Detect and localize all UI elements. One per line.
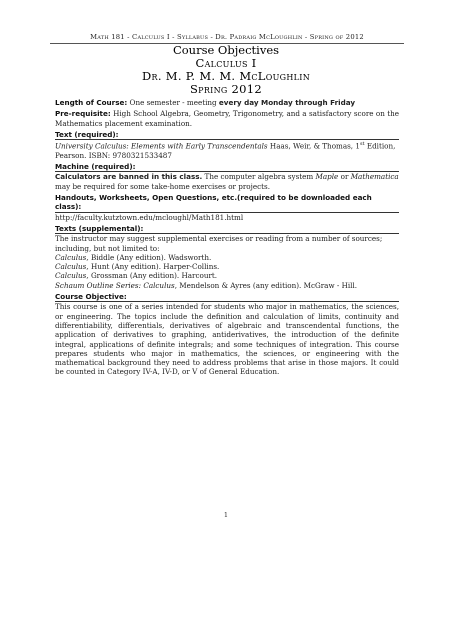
supp-item-rest: Biddle (Any edition). Wadsworth.	[90, 252, 212, 262]
supp-item	[55, 281, 399, 290]
supp-item-title: Schaum Outline Series: Calculus	[55, 280, 175, 290]
title-course: Calculus I	[195, 56, 257, 70]
page-number: 1	[223, 511, 229, 519]
book-title: University Calculus: Elements with Early Transcendentals	[55, 141, 268, 151]
title-instructor: Dr. M. P. M. M. McLoughlin	[141, 69, 310, 83]
supp-item-title: Calculus,	[55, 252, 89, 262]
machine-text	[55, 172, 399, 191]
mathematica-label: Mathematica	[350, 172, 399, 182]
machine-section	[55, 162, 399, 191]
edition-rest: Edition,	[366, 141, 396, 151]
supp-item-title: Calculus,	[55, 262, 89, 272]
texts-supp-heading: Texts (supplemental):	[55, 224, 399, 234]
supp-item-rest: Hunt (Any edition). Harper-Collins.	[90, 262, 220, 272]
title-main: Course Objectives	[172, 43, 280, 57]
machine-bold: Calculators are banned in this class.	[55, 172, 203, 182]
texts-supp-intro: The instructor may suggest supplemental exercises or reading from a number of sources; including, but not limited to:	[55, 234, 383, 253]
prerequisite	[55, 109, 399, 128]
length-of-course	[55, 98, 399, 107]
objective-text: This course is one of a series intended for students who major in mathematics, the sciences, or engineering. The topics include the definition and calculation of limits, continuity and differentiability, differentials, derivatives of algebraic and transcendental functions, the application of derivatives to graphing, antiderivatives, the introduction of the definite integral, applications of definite integrals; and some techniques of integration. This course prepares students who major in mathematics, the sciences, or engineering with the mathematical background they need to address problems that arise in those majors. It could be counted in Category IV-A, IV-D, or V of General Education.	[55, 302, 399, 377]
book-publisher: Pearson. ISBN: 978032153348​7	[55, 150, 172, 160]
content-body	[55, 98, 399, 379]
length-text: One semester - meeting	[129, 98, 217, 107]
supp-item-rest: Grossman (Any edition). Harcourt.	[90, 271, 218, 281]
handouts-url[interactable]: http://faculty.kutztown.edu/mcloughl/Math181.html	[55, 212, 244, 222]
book-authors: Haas, Weir, & Thomas, 1	[269, 141, 360, 151]
supp-item-title: Calculus,	[55, 271, 89, 281]
text-required-citation	[55, 140, 399, 160]
title-term: Spring 2012	[189, 82, 263, 96]
text-required-heading: Text (required):	[55, 130, 399, 140]
supp-item-rest: , Mendelson & Ayres (any edition). McGraw - Hill.	[174, 280, 358, 290]
length-label: Length of Course:	[55, 98, 128, 107]
handouts-heading: Handouts, Worksheets, Open Questions, etc.(required to be downloaded each class):	[55, 193, 399, 213]
objective-heading: Course Objective:	[55, 292, 399, 302]
length-bold: every day Monday through Friday	[218, 98, 356, 107]
title-block	[0, 44, 452, 96]
machine-text1: The computer algebra system	[204, 172, 314, 182]
machine-or: or	[340, 172, 349, 182]
texts-supplemental-section	[55, 224, 399, 290]
supp-item	[55, 253, 399, 262]
text-required-section	[55, 130, 399, 160]
handouts-section	[55, 193, 399, 222]
header-text: Math 181 - Calculus I - Syllabus - Dr. Padraig McLoughlin - Spring of 2012	[90, 33, 364, 41]
edition-sup: st	[359, 141, 365, 148]
course-objective-section	[55, 292, 399, 377]
supp-item	[55, 271, 399, 280]
machine-heading: Machine (required):	[55, 162, 399, 172]
supp-item	[55, 262, 399, 271]
machine-text2: may be required for some take-home exercises or projects.	[55, 181, 270, 191]
maple-label: Maple	[315, 172, 339, 182]
prereq-text: High School Algebra, Geometry, Trigonometry, and a satisfactory score on the Mathematics placement examination.	[55, 109, 399, 128]
prereq-label: Pre-requisite:	[55, 109, 111, 119]
